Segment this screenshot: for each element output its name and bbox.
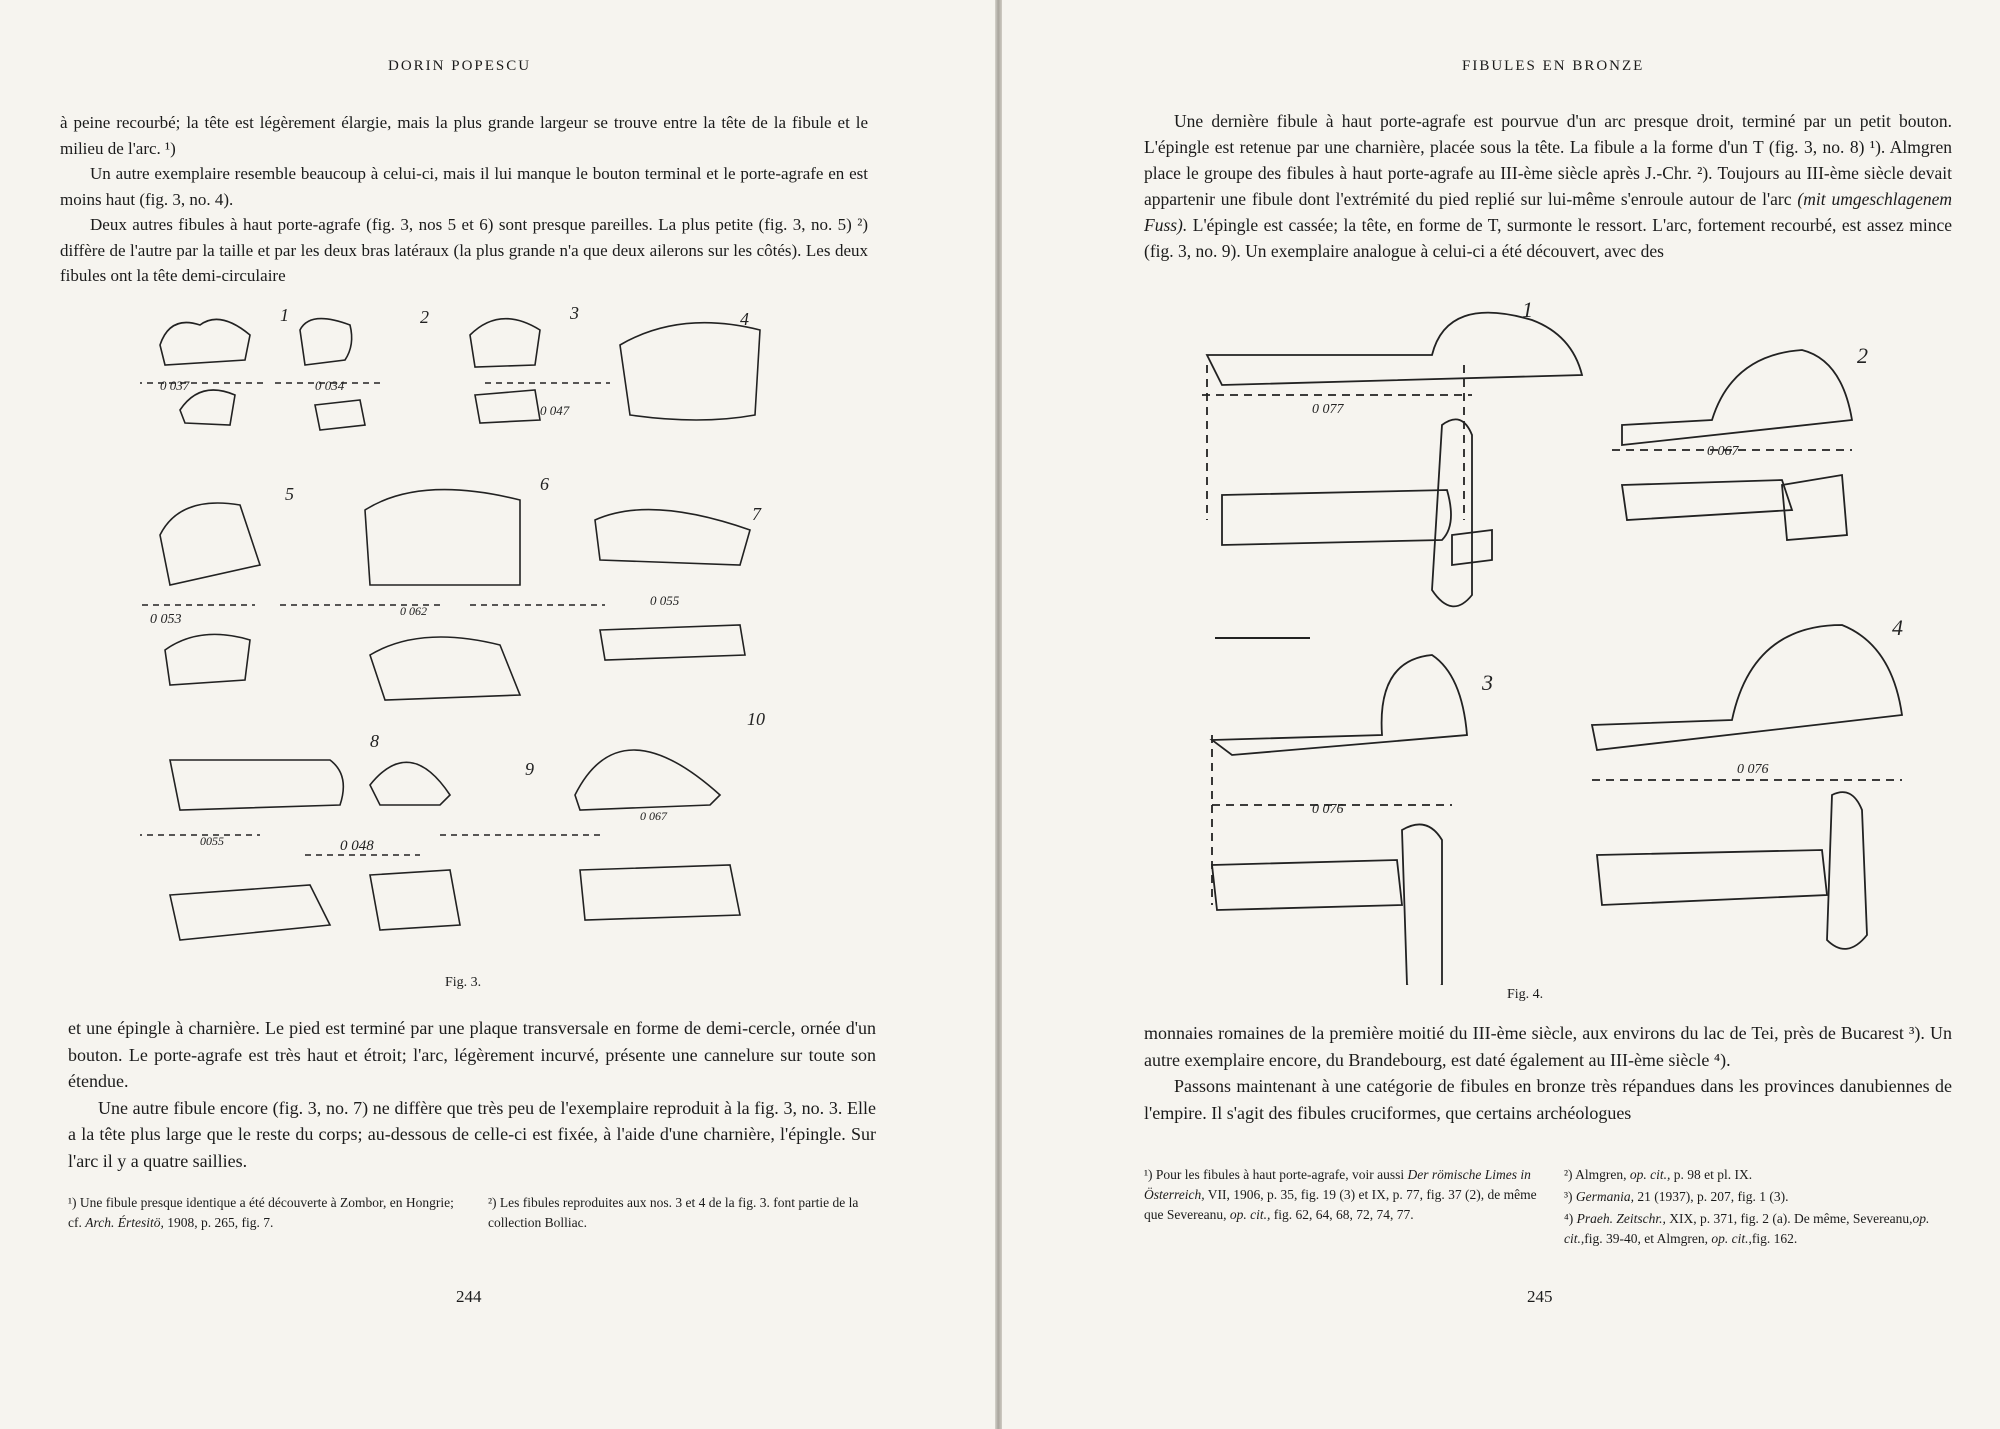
footnote-2: ²) Les fibules reproduites aux nos. 3 et 4 de la fig. 3. font partie de la collection Bolliac. bbox=[488, 1195, 859, 1230]
footnotes bbox=[68, 1193, 876, 1263]
footnote-1: ¹) Une fibule presque identique a été découverte à Zombor, en Hongrie; cf. Arch. Értesitö, 1908, p. 265, fig. 7. bbox=[68, 1195, 454, 1230]
measurement: 0 076 bbox=[1737, 762, 1769, 777]
footnote-3: ³) Germania, 21 (1937), p. 207, fig. 1 (3). bbox=[1564, 1189, 1789, 1204]
footnotes-2-4 bbox=[1564, 1165, 1952, 1251]
paragraph: Une autre fibule encore (fig. 3, no. 7) ne diffère que très peu de l'exemplaire reproduit à la fig. 3, no. 3. Elle a la tête plus large que le reste du corps; au-dessous de celle-ci est fixée, à l'aide d'une charnière, l'épingle. Sur l'arc il y a quatre saillies. bbox=[68, 1097, 876, 1171]
body-text-bottom bbox=[68, 1015, 876, 1174]
item-number: 7 bbox=[752, 504, 761, 524]
left-page bbox=[0, 0, 995, 1429]
measurement: 0 062 bbox=[400, 604, 427, 618]
measurement: 0 053 bbox=[150, 612, 182, 627]
separator-line bbox=[1215, 637, 1310, 639]
body-text-bottom bbox=[1144, 1020, 1952, 1126]
item-number: 4 bbox=[740, 309, 749, 329]
item-number: 2 bbox=[420, 307, 429, 327]
paragraph: à peine recourbé; la tête est légèrement élargie, mais la plus grande largeur se trouve entre la tête de la fibule et le milieu de l'arc. ¹) bbox=[60, 113, 868, 158]
measurement: 0 067 bbox=[1707, 444, 1739, 459]
footnote-4: ⁴) Praeh. Zeitschr., XIX, p. 371, fig. 2 (a). De même, Severeanu,op. cit.,fig. 39-40, et Almgren, op. cit.,fig. 162. bbox=[1564, 1211, 1930, 1246]
measurement: 0 067 bbox=[640, 809, 667, 823]
paragraph: Un autre exemplaire resemble beaucoup à celui-ci, mais il lui manque le bouton terminal et le porte-agrafe en est moins haut (fig. 3, no. 4). bbox=[60, 164, 868, 209]
footnotes bbox=[1144, 1165, 1952, 1265]
paragraph: Une dernière fibule à haut porte-agrafe est pourvue d'un arc presque droit, terminé par un petit bouton. L'épingle est retenue par une charnière, placée sous la tête. La fibule a la forme d'un T (fig. 3, no. 8) ¹). Almgren place le groupe des fibules à haut porte-agrafe au III-ème siècle après J.-Chr. ²). Toujours au III-ème siècle devait appartenir une fibule dont l'extrémité du pied replié sur lui-même s'enroule autour de l'arc (mit umgeschlagenem Fuss). L'épingle est cassée; la tête, en forme de T, surmonte le ressort. L'arc, fortement recourbé, est assez mince (fig. 3, no. 9). Un exemplaire analogue à celui-ci a été découvert, avec des bbox=[1144, 111, 1952, 261]
measurement: 0 048 bbox=[340, 838, 374, 854]
item-number: 1 bbox=[1522, 297, 1533, 322]
item-number: 1 bbox=[280, 305, 289, 325]
item-number: 4 bbox=[1892, 615, 1903, 640]
measurement: 0055 bbox=[200, 834, 224, 848]
right-page bbox=[1002, 0, 2000, 1429]
paragraph: Deux autres fibules à haut porte-agrafe (fig. 3, nos 5 et 6) sont presque pareilles. La plus petite (fig. 3, no. 5) ²) diffère de l'autre par la taille et par les deux bras latéraux (la plus grande n'a que deux ailerons sur les côtés). Les deux fibules ont la tête demi-circulaire bbox=[60, 215, 868, 285]
paragraph: Passons maintenant à une catégorie de fibules en bronze très répandues dans les provinces danubiennes de l'empire. Il s'agit des fibules cruciformes, que certains archéologues bbox=[1144, 1076, 1952, 1123]
item-number: 3 bbox=[1482, 670, 1493, 695]
footnote-1: ¹) Pour les fibules à haut porte-agrafe, voir aussi Der römische Limes in Österreich, VII, 1906, p. 35, fig. 19 (3) et IX, p. 77, fig. 37 (2), de même que Severeanu, op. cit., fig. 62, 64, 68, 72, 74, 77. bbox=[1144, 1167, 1537, 1222]
measurement: 0 076 bbox=[1312, 802, 1344, 817]
footnote-2: ²) Almgren, op. cit., p. 98 et pl. IX. bbox=[1564, 1167, 1753, 1182]
item-number: 6 bbox=[540, 474, 549, 494]
figure-caption: Fig. 3. bbox=[445, 975, 482, 990]
figure-caption: Fig. 4. bbox=[1507, 987, 1544, 1002]
body-text-top bbox=[1144, 108, 1952, 264]
item-number: 3 bbox=[570, 305, 579, 323]
paragraph: monnaies romaines de la première moitié du III-ème siècle, aux environs du lac de Tei, près de Bucarest ³). Un autre exemplaire encore, du Brandebourg, est daté également au III-ème siècle ⁴). bbox=[1144, 1023, 1952, 1070]
paragraph: et une épingle à charnière. Le pied est terminé par une plaque transversale en forme de demi-cercle, ornée d'un bouton. Le porte-agrafe est très haut et étroit; l'arc, légèrement incurvé, présente une cannelure sur toute son étendue. bbox=[68, 1018, 876, 1091]
measurement: 0 034 bbox=[315, 378, 345, 393]
item-number: 10 bbox=[747, 709, 765, 729]
measurement: 0 047 bbox=[540, 403, 570, 418]
page-number: 245 bbox=[1527, 1287, 1553, 1306]
item-number: 2 bbox=[1857, 343, 1868, 368]
item-number: 9 bbox=[525, 759, 534, 779]
figure-3-illustration bbox=[140, 305, 780, 965]
figure-4-illustration bbox=[1202, 295, 1922, 985]
measurement: 0 077 bbox=[1312, 402, 1344, 417]
book-gutter bbox=[995, 0, 1002, 1429]
measurement: 0 037 bbox=[160, 378, 190, 393]
item-number: 5 bbox=[285, 484, 294, 504]
running-head: DORIN POPESCU bbox=[388, 58, 532, 74]
item-number: 8 bbox=[370, 731, 379, 751]
body-text-top bbox=[60, 110, 868, 289]
measurement: 0 055 bbox=[650, 593, 680, 608]
page-number: 244 bbox=[456, 1287, 482, 1306]
running-head: FIBULES EN BRONZE bbox=[1462, 58, 1645, 74]
